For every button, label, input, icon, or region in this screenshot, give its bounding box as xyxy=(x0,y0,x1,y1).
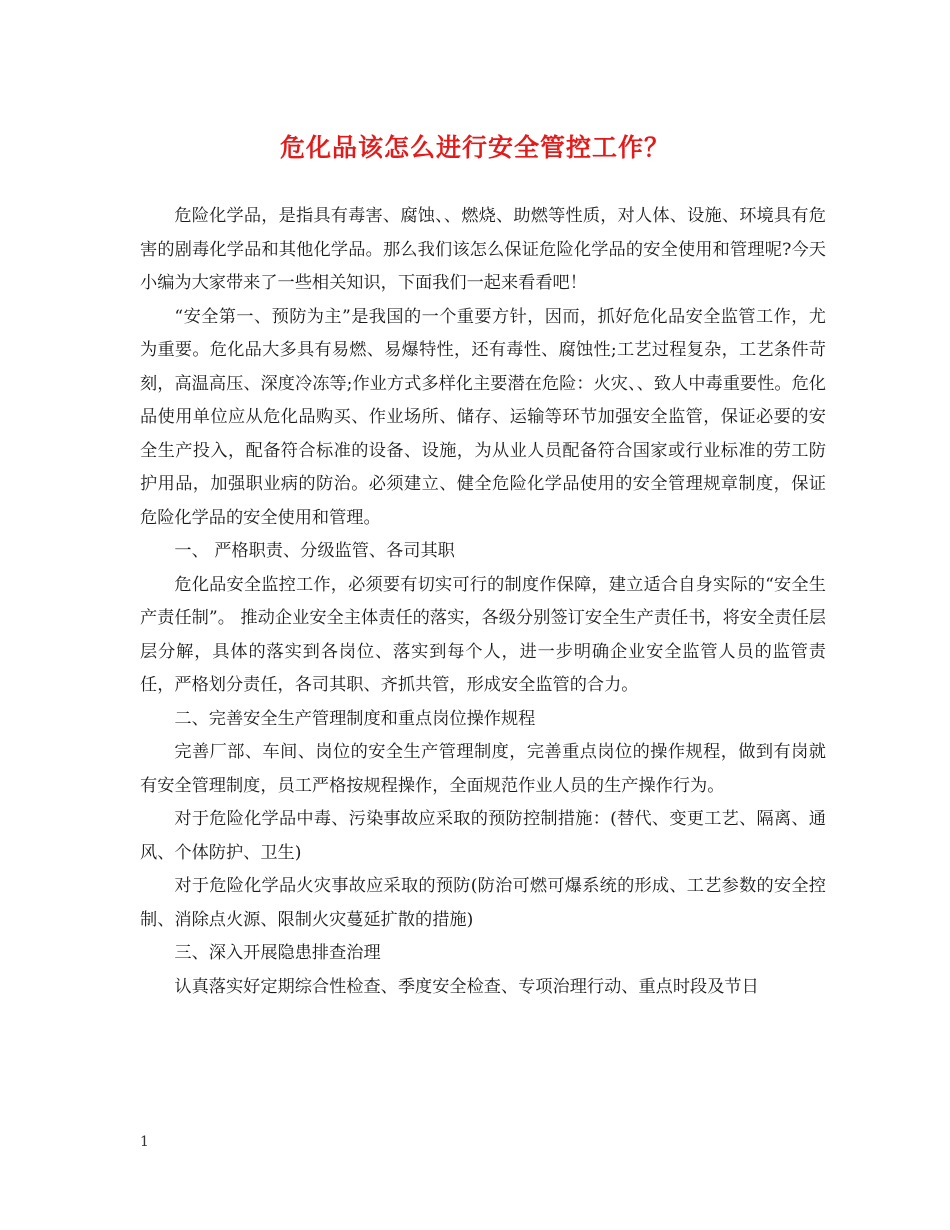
paragraph-intro: 危险化学品，是指具有毒害、腐蚀、、燃烧、助燃等性质，对人体、设施、环境具有危害的剧毒化学品和其他化学品。那么我们该怎么保证危险化学品的安全使用和管理呢?今天小编为大家带来了一些相关知识，下面我们一起来看看吧！ xyxy=(140,206,826,293)
paragraph-section-3: 认真落实好定期综合性检查、季度安全检查、专项治理行动、重点时段及节日 xyxy=(174,976,759,997)
paragraph-section-2a: 完善厂部、车间、岗位的安全生产管理制度，完善重点岗位的操作规程，做到有岗就有安全管理制度，员工严格按规程操作，全面规范作业人员的生产操作行为。 xyxy=(140,742,826,796)
paragraph-policy: “安全第一、预防为主”是我国的一个重要方针，因而，抓好危化品安全监管工作，尤为重要。危化品大多具有易燃、易爆特性，还有毒性、腐蚀性;工艺过程复杂，工艺条件苛刻，高温高压、深度冷冻等;作业方式多样化主要潜在危险：火灾、、致人中毒重要性。危化品使用单位应从危化品购买、作业场所、储存、运输等环节加强安全监管，保证必要的安全生产投入，配备符合标准的设备、设施，为从业人员配备符合国家或行业标准的劳工防护用品，加强职业病的防治。必须建立、健全危险化学品使用的安全管理规章制度，保证危险化学品的安全使用和管理。 xyxy=(140,306,826,528)
document-body xyxy=(140,200,826,1004)
paragraph-section-1: 危化品安全监控工作，必须要有切实可行的制度作保障，建立适合自身实际的“安全生产责任制”。 推动企业安全主体责任的落实，各级分别签订安全生产责任书，将安全责任层层分解，具体的落实到各岗位、落实到每个人，进一步明确企业安全监管人员的监管责任，严格划分责任，各司其职、齐抓共管，形成安全监管的合力。 xyxy=(140,574,826,695)
section-heading-3: 三、深入开展隐患排查治理 xyxy=(174,943,381,963)
section-heading-2: 二、完善安全生产管理制度和重点岗位操作规程 xyxy=(174,708,536,729)
paragraph-section-2c: 对于危险化学品火灾事故应采取的预防(防治可燃可爆系统的形成、工艺参数的安全控制、消除点火源、限制火灾蔓延扩散的措施) xyxy=(140,876,826,930)
paragraph-section-2b: 对于危险化学品中毒、污染事故应采取的预防控制措施：(替代、变更工艺、隔离、通风、个体防护、卫生) xyxy=(140,809,826,863)
document-title: 危化品该怎么进行安全管控工作？ xyxy=(279,133,670,162)
section-heading-1: 一、 严格职责、分级监管、各司其职 xyxy=(174,541,455,561)
page-number: 1 xyxy=(140,1134,149,1150)
